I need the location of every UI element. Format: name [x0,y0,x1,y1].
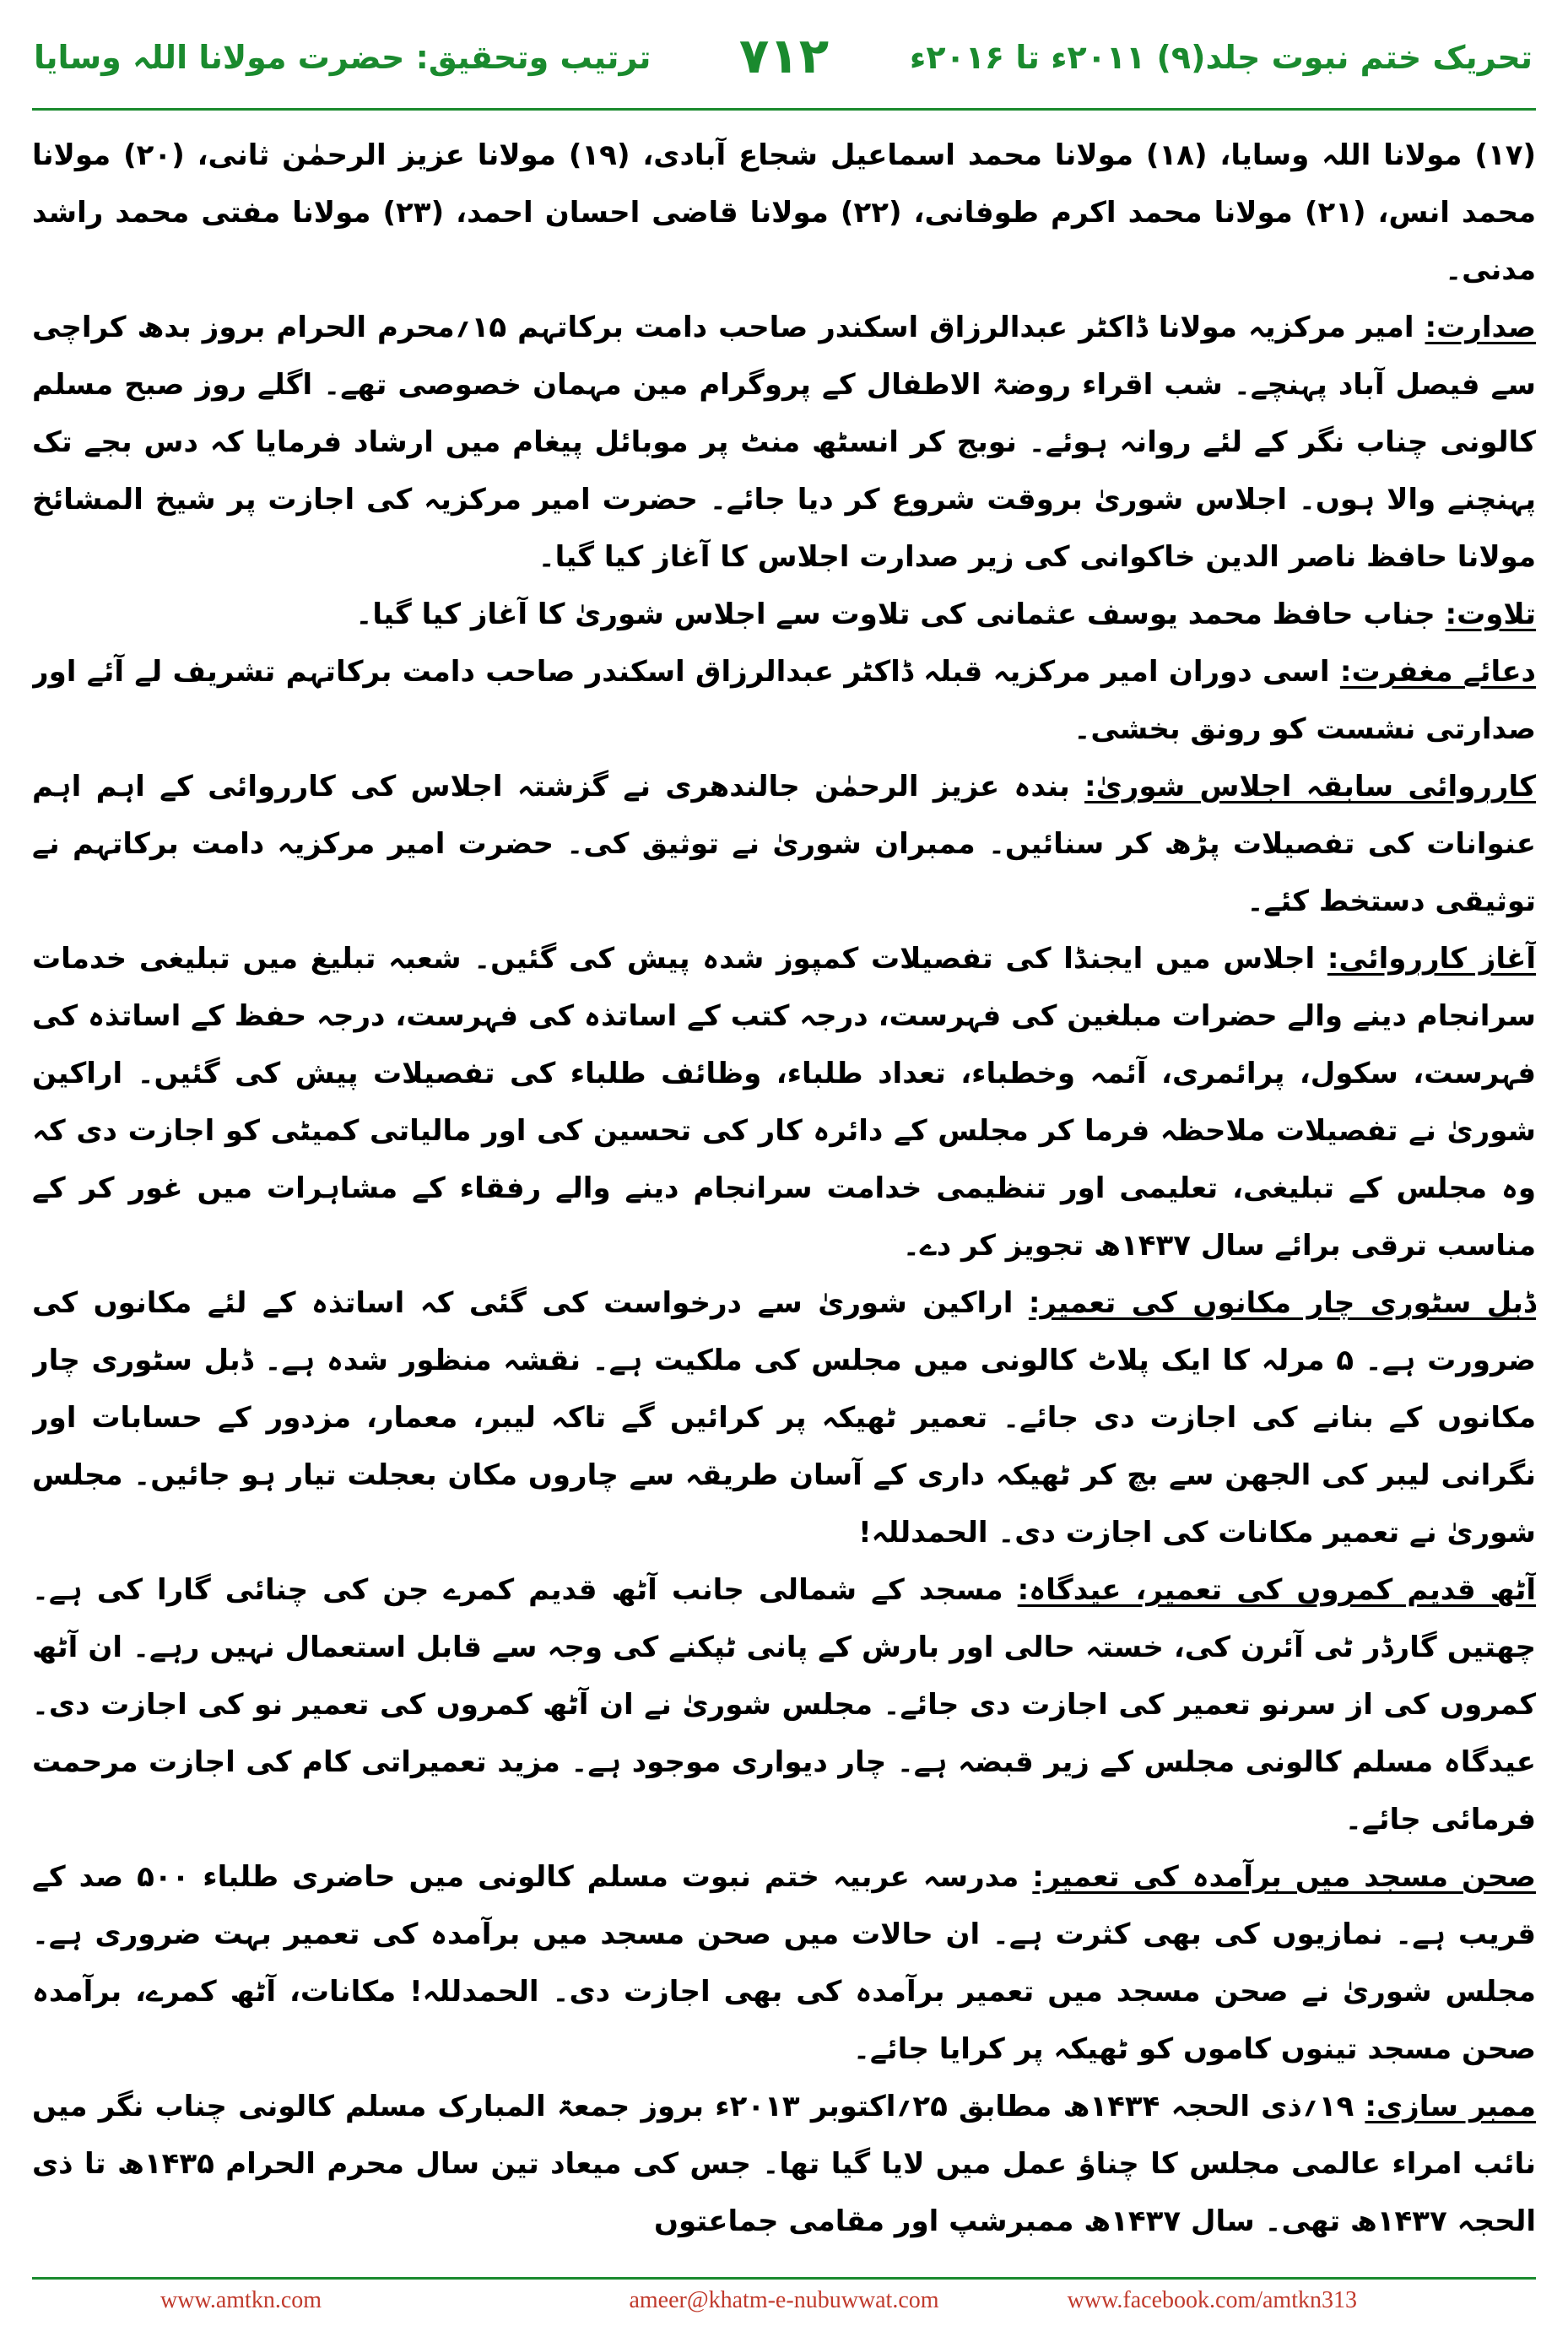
page-body [32,127,1536,2262]
paragraph-veranda [32,1848,1536,2078]
paragraph-heading: تلاوت: [1445,598,1536,631]
compiler-credit: ترتیب وتحقیق: حضرت مولانا اللہ وسایا [34,39,652,76]
paragraph-heading: ڈبل سٹوری چار مکانوں کی تعمیر: [1028,1286,1536,1320]
paragraph-member-list [32,127,1536,299]
paragraph-heading: صحن مسجد میں برآمدہ کی تعمیر: [1032,1860,1536,1894]
paragraph-text: (۱۷) مولانا اللہ وسایا، (۱۸) مولانا محمد اسماعیل شجاع آبادی، (۱۹) مولانا عزیز الرحمٰن ثانی، (۲۰) مولانا محمد انس، (۲۱) مولانا محمد اکرم طوفانی، (۲۲) مولانا قاضی احسان احمد، (۲۳) مولانا مفتی محمد راشد مدنی۔ [32,138,1536,287]
page-header [0,0,1568,101]
paragraph-prayer [32,643,1536,758]
paragraph-heading: صدارت: [1425,311,1536,344]
paragraph-text: اجلاس میں ایجنڈا کی تفصیلات کمپوز شدہ پیش کی گئیں۔ شعبہ تبلیغ میں تبلیغی خدمات سرانجام دینے والے حضرات مبلغین کی فہرست، درجہ کتب کے اساتذہ کی فہرست، درجہ حفظ کے اساتذہ کی فہرست، سکول، پرائمری، آئمہ وخطباء، تعداد طلباء، وظائف طلباء کی تفصیلات پیش کی گئیں۔ اراکین شوریٰ نے تفصیلات ملاحظہ فرما کر مجلس کے دائرہ کار کی تحسین کی اور مالیاتی کمیٹی کو اجازت دی کہ وہ مجلس کے تبلیغی، تعلیمی اور تنظیمی خدامت سرانجام دینے والے رفقاء کے مشاہرات میں غور کر کے مناسب ترقی برائے سال ۱۴۳۷ھ تجویز کر دے۔ [32,942,1536,1263]
footer-divider [32,2277,1536,2280]
paragraph-heading: کارروائی سابقہ اجلاس شوریٰ: [1084,770,1536,803]
paragraph-text: مسجد کے شمالی جانب آٹھ قدیم کمرے جن کی چنائی گارا کی ہے۔ چھتیں گارڈر ٹی آئرن کی، خستہ حالی اور بارش کے پانی ٹپکنے کی وجہ سے قابل استعمال نہیں رہے۔ ان آٹھ کمروں کی از سرنو تعمیر کی اجازت دی جائے۔ مجلس شوریٰ نے ان آٹھ کمروں کی تعمیر نو کی اجازت دی۔ عیدگاہ مسلم کالونی مجلس کے زیر قبضہ ہے۔ چار دیواری موجود ہے۔ مزید تعمیراتی کام کی اجازت مرحمت فرمائی جائے۔ [32,1573,1536,1836]
paragraph-text: بندہ عزیز الرحمٰن جالندھری نے گزشتہ اجلاس کی کارروائی کے اہم اہم عنوانات کی تفصیلات پڑھ کر سنائیں۔ ممبران شوریٰ نے توثیق کی۔ حضرت امیر مرکزیہ دامت برکاتہم نے توثیقی دستخط کئے۔ [32,770,1536,918]
paragraph-text: اسی دوران امیر مرکزیہ قبلہ ڈاکٹر عبدالرزاق اسکندر صاحب دامت برکاتہم تشریف لے آئے اور صدارتی نشست کو رونق بخشی۔ [32,655,1536,746]
paragraph-previous-minutes [32,758,1536,930]
paragraph-heading: آٹھ قدیم کمروں کی تعمیر، عیدگاہ: [1017,1573,1536,1607]
paragraph-presidency [32,299,1536,586]
paragraph-text: ۱۹؍ذی الحجہ ۱۴۳۴ھ مطابق ۲۵؍اکتوبر ۲۰۱۳ء بروز جمعۃ المبارک مسلم کالونی چناب نگر میں نائب امراء عالمی مجلس کا چناؤ عمل میں لایا گیا تھا۔ جس کی میعاد تین سال محرم الحرام ۱۴۳۵ھ تا ذی الحجہ ۱۴۳۷ھ تھی۔ سال ۱۴۳۷ھ ممبرشپ اور مقامی جماعتوں [32,2090,1536,2238]
paragraph-membership [32,2078,1536,2250]
paragraph-text: اراکین شوریٰ سے درخواست کی گئی کہ اساتذہ کے لئے مکانوں کی ضرورت ہے۔ ۵ مرلہ کا ایک پلاٹ کالونی میں مجلس کی ملکیت ہے۔ نقشہ منظور شدہ ہے۔ ڈبل سٹوری چار مکانوں کے بنانے کی اجازت دی جائے۔ تعمیر ٹھیکہ پر کرائیں گے تاکہ لیبر، معمار، مزدور کے حسابات اور نگرانی لیبر کی الجھن سے بچ کر ٹھیکہ داری کے آسان طریقہ سے چاروں مکان بعجلت تیار ہو جائیں۔ مجلس شوریٰ نے تعمیر مکانات کی اجازت دی۔ الحمدللہ! [32,1286,1536,1550]
paragraph-heading: دعائے مغفرت: [1339,655,1536,689]
paragraph-proceedings [32,930,1536,1274]
paragraph-text: مدرسہ عربیہ ختم نبوت مسلم کالونی میں حاضری طلباء ۵۰۰ صد کے قریب ہے۔ نمازیوں کی بھی کثرت ہے۔ ان حالات میں صحن مسجد میں برآمدہ کی تعمیر بہت ضروری ہے۔ مجلس شوریٰ نے صحن مسجد میں تعمیر برآمدہ کی بھی اجازت دی۔ الحمدللہ! مکانات، آٹھ کمرے، برآمدہ صحن مسجد تینوں کاموں کو ٹھیکہ پر کرایا جائے۔ [32,1860,1536,2066]
book-title: تحریک ختم نبوت جلد(۹) ۲۰۱۱ء تا ۲۰۱۶ء [909,39,1533,76]
website-link[interactable]: www.amtkn.com [160,2287,322,2313]
paragraph-text: امیر مرکزیہ مولانا ڈاکٹر عبدالرزاق اسکندر صاحب دامت برکاتہم ۱۵؍محرم الحرام بروز بدھ کراچی سے فیصل آباد پہنچے۔ شب اقراء روضۃ الاطفال کے پروگرام مین مہمان خصوصی تھے۔ اگلے روز صبح مسلم کالونی چناب نگر کے لئے روانہ ہوئے۔ نوبج کر انسٹھ منٹ پر موبائل پیغام میں ارشاد فرمایا کہ دس بجے تک پہنچنے والا ہوں۔ اجلاس شوریٰ بروقت شروع کر دیا جائے۔ حضرت امیر مرکزیہ کی اجازت پر شیخ المشائخ مولانا حافظ ناصر الدین خاکوانی کی زیر صدارت اجلاس کا آغاز کیا گیا۔ [32,311,1536,574]
paragraph-recitation [32,586,1536,643]
paragraph-double-storey-houses [32,1274,1536,1561]
facebook-link[interactable]: www.facebook.com/amtkn313 [1067,2287,1357,2313]
page-footer [0,2287,1568,2329]
paragraph-eight-rooms [32,1561,1536,1848]
email-link[interactable]: ameer@khatm-e-nubuwwat.com [629,2287,939,2313]
paragraph-text: جناب حافظ محمد یوسف عثمانی کی تلاوت سے اجلاس شوریٰ کا آغاز کیا گیا۔ [355,598,1446,631]
page-number: ۷۱۲ [738,27,830,84]
paragraph-heading: ممبر سازی: [1365,2090,1536,2123]
paragraph-heading: آغاز کارروائی: [1327,942,1536,976]
header-divider [32,108,1536,111]
